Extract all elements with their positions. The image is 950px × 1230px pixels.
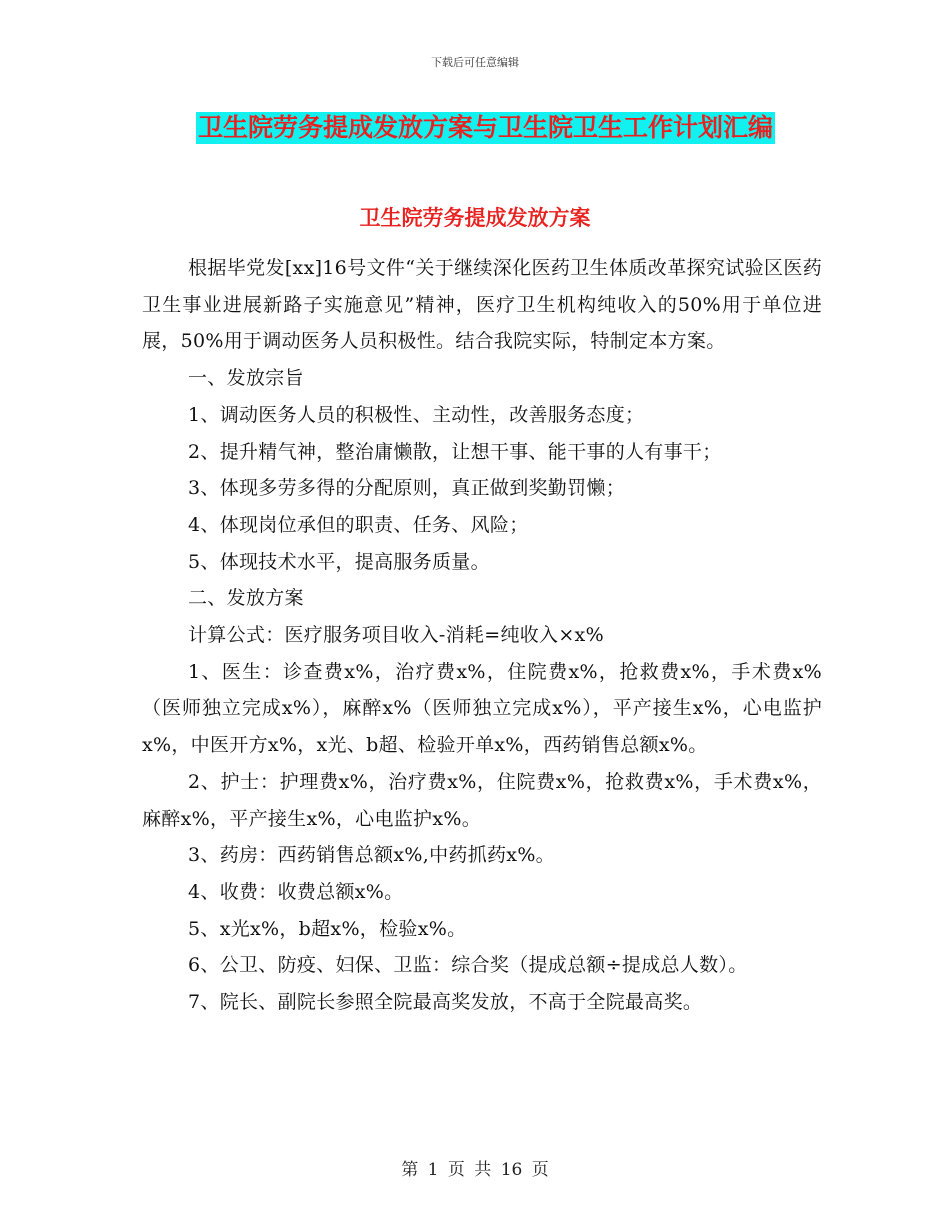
list-item: 1、医生：诊查费x%，治疗费x%，住院费x%，抢救费x%，手术费x%（医师独立完成x%），麻醉x%（医师独立完成x%），平产接生x%，心电监护x%，中医开方x%，x光、b超、检验开单x%，西药销售总额x%。 (142, 660, 822, 757)
list-item: 2、提升精气神，整治庸懒散，让想干事、能干事的人有事干； (188, 440, 722, 463)
heading-plan: 二、发放方案 (188, 587, 304, 610)
list-item: 4、体现岗位承但的职责、任务、风险； (188, 513, 529, 536)
list-item: 1、调动医务人员的积极性、主动性，改善服务态度； (188, 403, 645, 426)
paragraph-intro: 根据毕党发[xx]16号文件“关于继续深化医药卫生体质改革探究试验区医药卫生事业进展新路子实施意见”精神，医疗卫生机构纯收入的50%用于单位进展，50%用于调动医务人员积极性。结合我院实际，特制定本方案。 (142, 257, 822, 353)
list-item: 7、院长、副院长参照全院最高奖发放，不高于全院最高奖。 (188, 991, 703, 1014)
page-header-note: 下载后可任意编辑 (431, 56, 519, 69)
section-title: 卫生院劳务提成发放方案 (359, 206, 591, 230)
formula-text: 计算公式：医疗服务项目收入-消耗=纯收入×x% (188, 624, 604, 647)
list-item: 6、公卫、防疫、妇保、卫监：综合奖（提成总额÷提成总人数）。 (188, 954, 748, 977)
document-title: 卫生院劳务提成发放方案与卫生院卫生工作计划汇编 (198, 113, 774, 142)
page-number-footer: 第 1 页 共 16 页 (401, 1160, 549, 1180)
list-item: 4、收费：收费总额x%。 (188, 880, 404, 903)
document-body (142, 250, 822, 1021)
list-item: 3、体现多劳多得的分配原则，真正做到奖勤罚懒； (188, 477, 625, 500)
list-item: 2、护士：护理费x%，治疗费x%，住院费x%，抢救费x%，手术费x%，麻醉x%，平产接生x%，心电监护x%。 (142, 770, 822, 830)
list-item: 3、药房：西药销售总额x%,中药抓药x%。 (188, 844, 555, 867)
heading-purpose: 一、发放宗旨 (188, 367, 304, 390)
list-item: 5、x光x%，b超x%，检验x%。 (188, 917, 467, 940)
list-item: 5、体现技术水平，提高服务质量。 (188, 550, 490, 573)
